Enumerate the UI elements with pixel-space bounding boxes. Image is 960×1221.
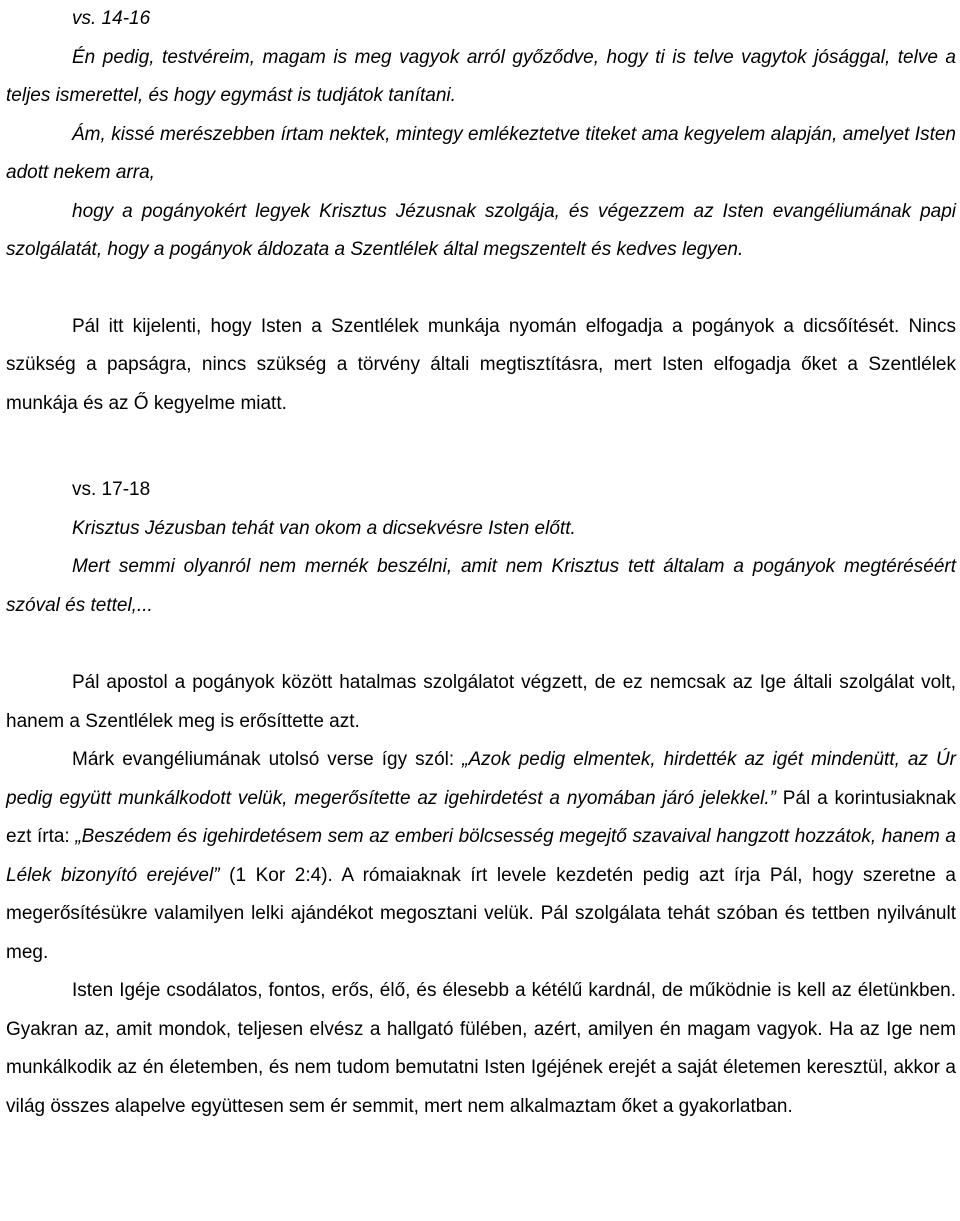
commentary-text: (1 Kor 2:4). A rómaiaknak írt levele kezdetén pedig azt írja Pál, hogy szeretne a megerősítésükre valamilyen lelki ajándékot megosztani velük. Pál szolgálata tehát szóban és tettben nyilvánult meg. (6, 864, 956, 963)
quotation-mark-16-20: „Azok pedig elmentek, hirdették az igét mindenütt, az Úr pedig együtt munkálkodott velük, megerősítette az igehirdetést a nyomában járó jelekkel.” (6, 749, 956, 809)
commentary-paragraph-3 (6, 741, 956, 972)
commentary-text: Pál a korintusiaknak ezt írta: (6, 787, 956, 847)
scripture-paragraph-1: Én pedig, testvéreim, magam is meg vagyok arról győződve, hogy ti is telve vagytok jósággal, telve a teljes ismerettel, és hogy egymást is tudjátok tanítani. (6, 46, 956, 106)
quotation-1-kor-2-4: „Beszédem és igehirdetésem sem az emberi bölcsesség megejtő szavaival hangzott hozzátok, hanem a Lélek bizonyító erejével” (6, 826, 957, 886)
verse-reference-14-16: vs. 14-16 (72, 8, 151, 29)
verse-reference-17-18: vs. 17-18 (72, 479, 151, 500)
commentary-paragraph-2: Pál apostol a pogányok között hatalmas szolgálatot végzett, de ez nemcsak az Ige általi szolgálat volt, hanem a Szentlélek meg is erősíttette azt. (6, 672, 956, 732)
scripture-paragraph-3: hogy a pogányokért legyek Krisztus Jézusnak szolgája, és végezzem az Isten evangéliumának papi szolgálatát, hogy a pogányok áldozata a Szentlélek által megszentelt és kedves legyen. (6, 200, 956, 260)
commentary-text: Márk evangéliumának utolsó verse így szól: (72, 749, 463, 770)
commentary-paragraph-4: Isten Igéje csodálatos, fontos, erős, élő, és élesebb a kétélű kardnál, de működnie is kell az életünkben. Gyakran az, amit mondok, teljesen elvész a hallgató fülében, azért, amilyen én magam vagyok. Ha az Ige nem munkálkodik az én életemben, és nem tudom bemutatni Isten Igéjének erejét a saját életemen keresztül, akkor a világ összes alapelve együttesen sem ér semmit, mert nem alkalmaztam őket a gyakorlatban. (6, 980, 956, 1117)
commentary-paragraph-1: Pál itt kijelenti, hogy Isten a Szentlélek munkája nyomán elfogadja a pogányok a dicsőítését. Nincs szükség a papságra, nincs szükség a törvény általi megtisztításra, mert Isten elfogadja őket a Szentlélek munkája és az Ő kegyelme miatt. (6, 315, 956, 414)
scripture-paragraph-5: Mert semmi olyanról nem mernék beszélni, amit nem Krisztus tett általam a pogányok megtéréséért szóval és tettel,... (6, 556, 956, 616)
document-page (6, 0, 956, 1126)
scripture-paragraph-4: Krisztus Jézusban tehát van okom a dicsekvésre Isten előtt. (72, 517, 576, 539)
scripture-paragraph-2: Ám, kissé merészebben írtam nektek, mintegy emlékeztetve titeket ama kegyelem alapján, amelyet Isten adott nekem arra, (6, 123, 956, 183)
